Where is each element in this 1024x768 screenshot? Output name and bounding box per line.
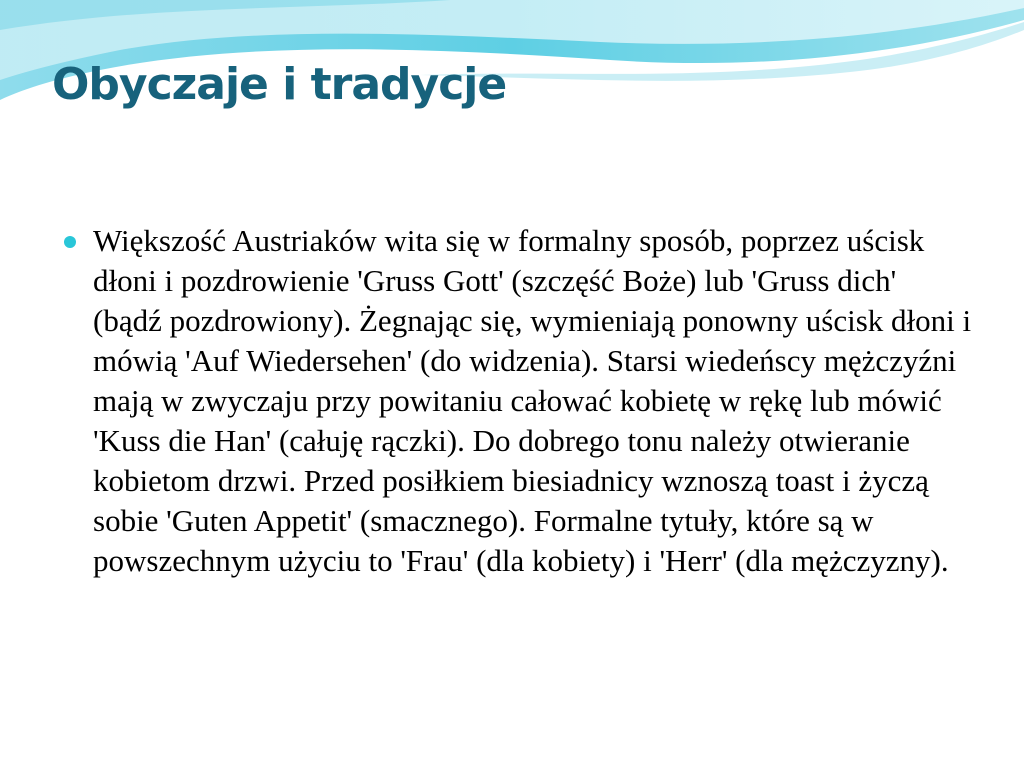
bullet-text: Większość Austriaków wita się w formalny sposób, poprzez uścisk dłoni i pozdrowienie 'Gruss Gott' (szczęść Boże) lub 'Gruss dich' (bądź pozdrowiony). Żegnając się, wymieniają ponowny uścisk dłoni i mówią 'Auf Wiedersehen' (do widzenia). Starsi wiedeńscy mężczyźni mają w zwyczaju przy powitaniu całować kobietę w rękę lub mówić 'Kuss die Han' (całuję rączki). Do dobrego tonu należy otwieranie kobietom drzwi. Przed posiłkiem biesiadnicy wznoszą toast i życzą sobie 'Guten Appetit' (smacznego). Formalne tytuły, które są w powszechnym użyciu to 'Frau' (dla kobiety) i 'Herr' (dla mężczyzny).	[93, 223, 972, 578]
bullet-list	[62, 221, 972, 581]
list-item	[62, 221, 972, 581]
slide-title: Obyczaje i tradycje	[52, 59, 507, 110]
bullet-icon	[64, 236, 76, 248]
